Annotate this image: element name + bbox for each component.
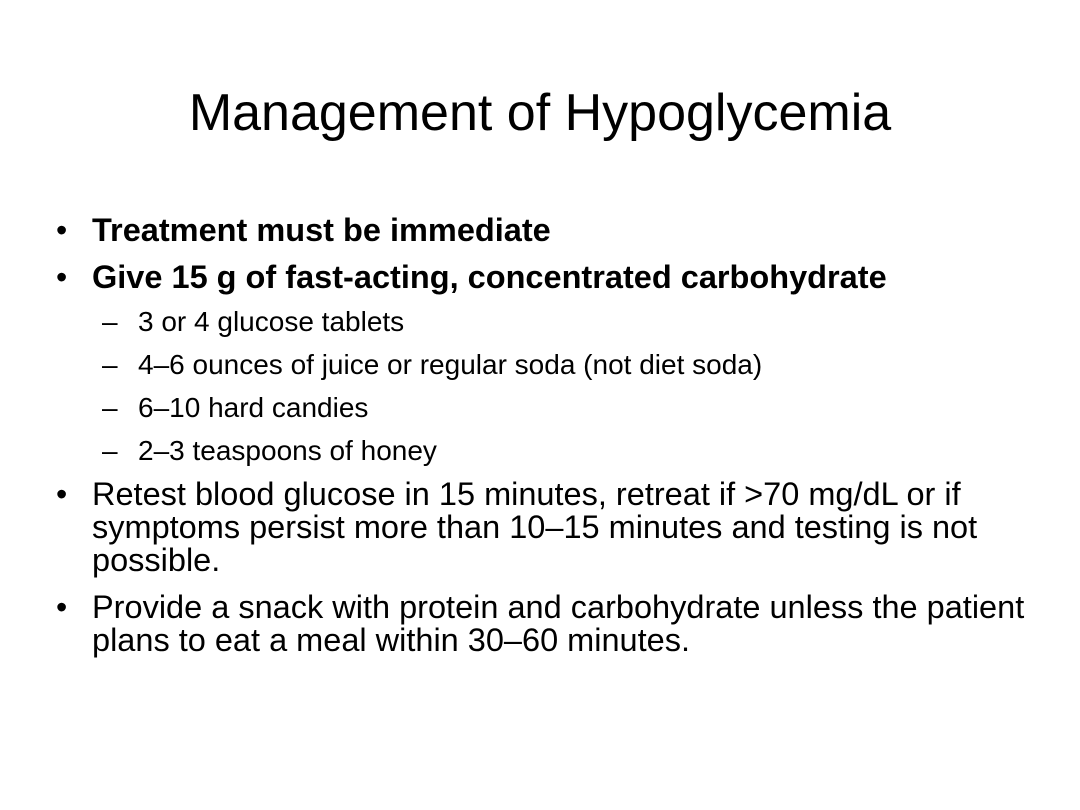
sub-item-text: 3 or 4 glucose tablets (138, 306, 405, 337)
bullet-text: Provide a snack with protein and carbohydrate unless the patient plans to eat a meal within 30–60 minutes. (92, 589, 1025, 658)
sub-item (52, 429, 1052, 472)
bullet-text: Retest blood glucose in 15 minutes, retreat if >70 mg/dL or if symptoms persist more than 10–15 minutes and testing is not possible. (92, 476, 978, 578)
bullet-text: Give 15 g of fast-acting, concentrated carbohydrate (92, 259, 887, 295)
bullet-text: Treatment must be immediate (92, 212, 551, 248)
sub-item (52, 343, 1052, 386)
sub-item (52, 386, 1052, 429)
dash-icon: – (102, 306, 118, 337)
dash-icon: – (102, 349, 118, 380)
bullet-dot-icon: • (56, 212, 68, 248)
dash-icon: – (102, 435, 118, 466)
bullet-item (52, 591, 1052, 657)
bullet-dot-icon: • (56, 476, 68, 512)
bullet-dot-icon: • (56, 589, 68, 625)
bullet-list (52, 214, 1052, 657)
bullet-item (52, 261, 1052, 294)
slide-title: Management of Hypoglycemia (188, 84, 892, 142)
sub-list (52, 300, 1052, 472)
sub-item-text: 2–3 teaspoons of honey (138, 435, 437, 466)
bullet-item (52, 478, 1052, 577)
bullet-dot-icon: • (56, 259, 68, 295)
dash-icon: – (102, 392, 118, 423)
bullet-item (52, 214, 1052, 247)
sub-item-text: 6–10 hard candies (138, 392, 369, 423)
sub-item (52, 300, 1052, 343)
sub-item-text: 4–6 ounces of juice or regular soda (not diet soda) (138, 349, 763, 380)
